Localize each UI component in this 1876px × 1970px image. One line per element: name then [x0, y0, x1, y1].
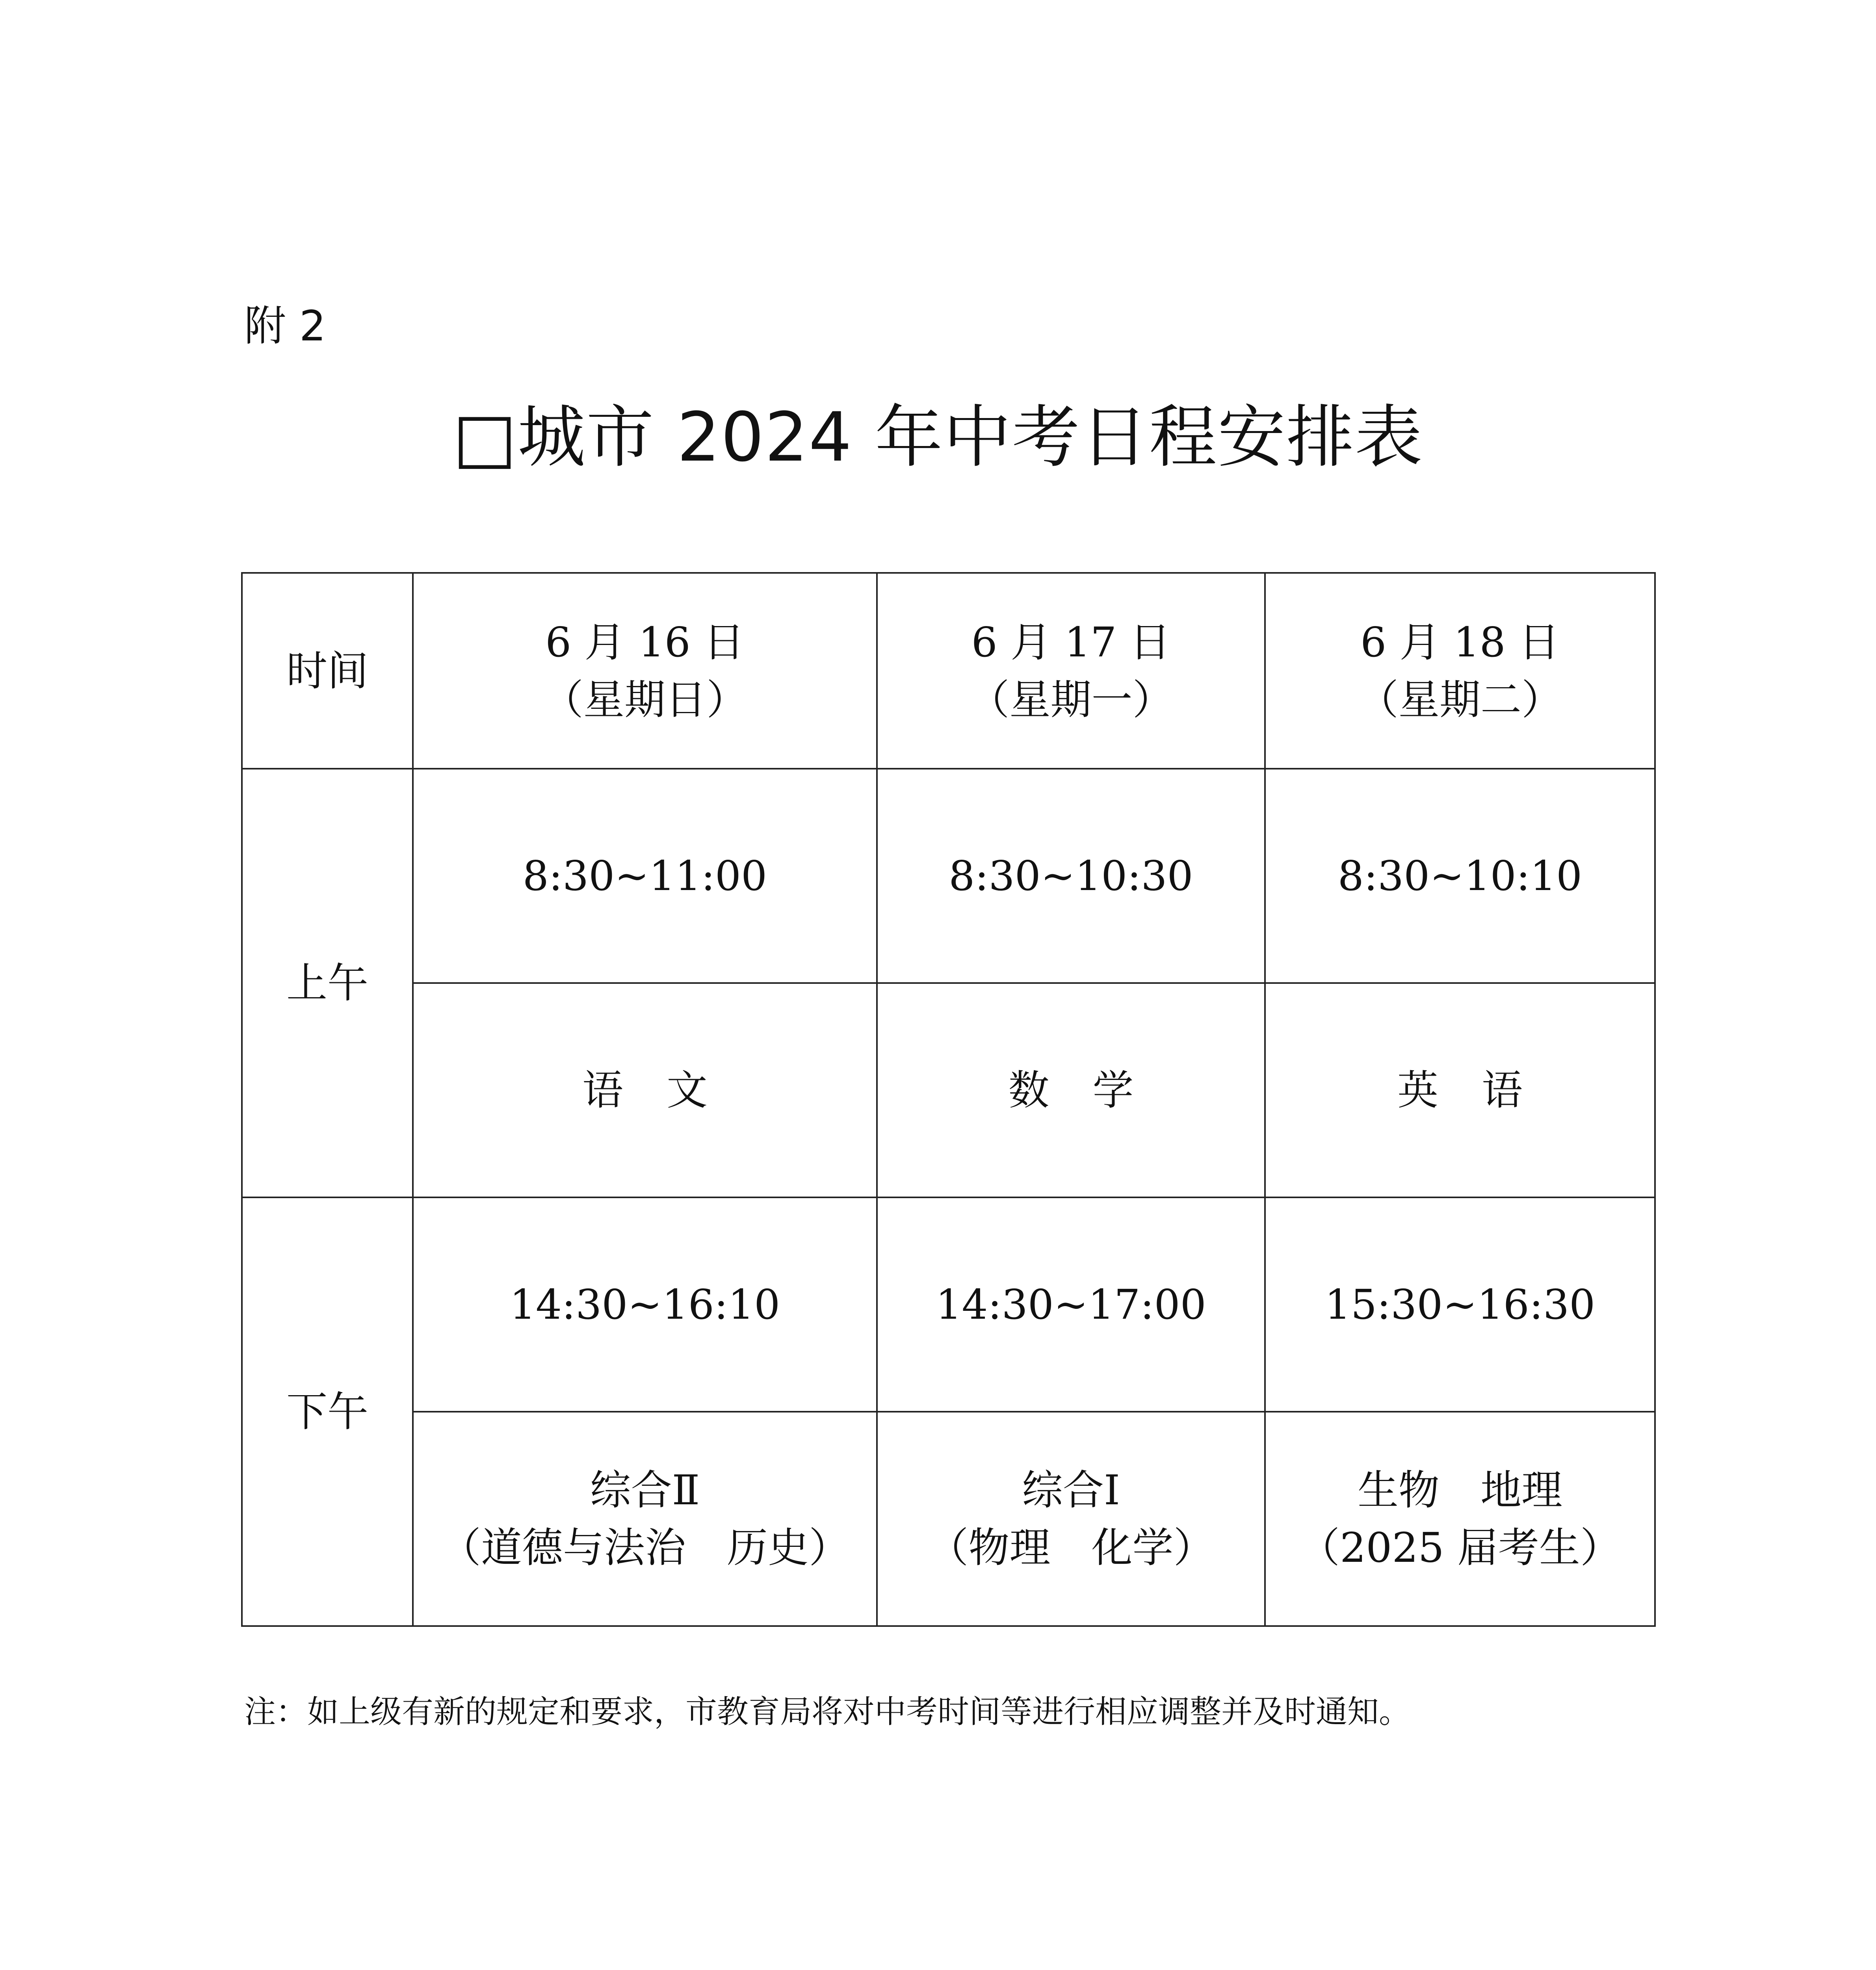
subject-cell: [1265, 1412, 1655, 1626]
subject-cell: [413, 983, 877, 1197]
subject-line: 综合Ⅰ: [1022, 1466, 1120, 1514]
time-cell: 8:30~10:30: [877, 769, 1265, 983]
subject-detail: （物理 化学）: [927, 1524, 1215, 1572]
day-date: 6 月 17 日: [971, 618, 1171, 666]
page-title: □城市 2024 年中考日程安排表: [453, 398, 1423, 477]
time-cell: 15:30~16:30: [1265, 1197, 1655, 1412]
day-header-cell: [1265, 573, 1655, 769]
time-cell: 8:30~11:00: [413, 769, 877, 983]
afternoon-time-row: [242, 1197, 1655, 1412]
attachment-label: 附 2: [244, 302, 326, 350]
day-header-cell: [413, 573, 877, 769]
subject-cell: [413, 1412, 877, 1626]
subject-detail: （2025 届考生）: [1299, 1524, 1621, 1572]
day-weekday: （星期二）: [1357, 675, 1562, 724]
subject-cell: [877, 1412, 1265, 1626]
time-header-cell: 时间: [242, 573, 413, 769]
subject-cell: [877, 983, 1265, 1197]
day-header-cell: [877, 573, 1265, 769]
morning-subject-row: [242, 983, 1655, 1197]
subject-cell: [1265, 983, 1655, 1197]
subject-text: 数学: [1008, 1066, 1177, 1114]
afternoon-subject-row: [242, 1412, 1655, 1626]
exam-schedule-table: [241, 572, 1656, 1627]
subject-line: 生物 地理: [1357, 1466, 1562, 1514]
day-date: 6 月 16 日: [545, 618, 745, 666]
afternoon-label-cell: 下午: [242, 1197, 413, 1626]
morning-label-cell: 上午: [242, 769, 413, 1197]
footnote: 注：如上级有新的规定和要求，市教育局将对中考时间等进行相应调整并及时通知。: [244, 1693, 1410, 1730]
day-weekday: （星期一）: [968, 675, 1174, 724]
time-cell: 14:30~16:10: [413, 1197, 877, 1412]
day-date: 6 月 18 日: [1360, 618, 1560, 666]
morning-time-row: [242, 769, 1655, 983]
subject-line: 综合Ⅱ: [590, 1466, 700, 1514]
time-cell: 8:30~10:10: [1265, 769, 1655, 983]
time-cell: 14:30~17:00: [877, 1197, 1265, 1412]
subject-text: 英语: [1397, 1066, 1566, 1114]
day-weekday: （星期日）: [542, 675, 747, 724]
header-row: [242, 573, 1655, 769]
subject-text: 语文: [582, 1066, 751, 1114]
subject-detail: （道德与法治 历史）: [440, 1524, 850, 1572]
